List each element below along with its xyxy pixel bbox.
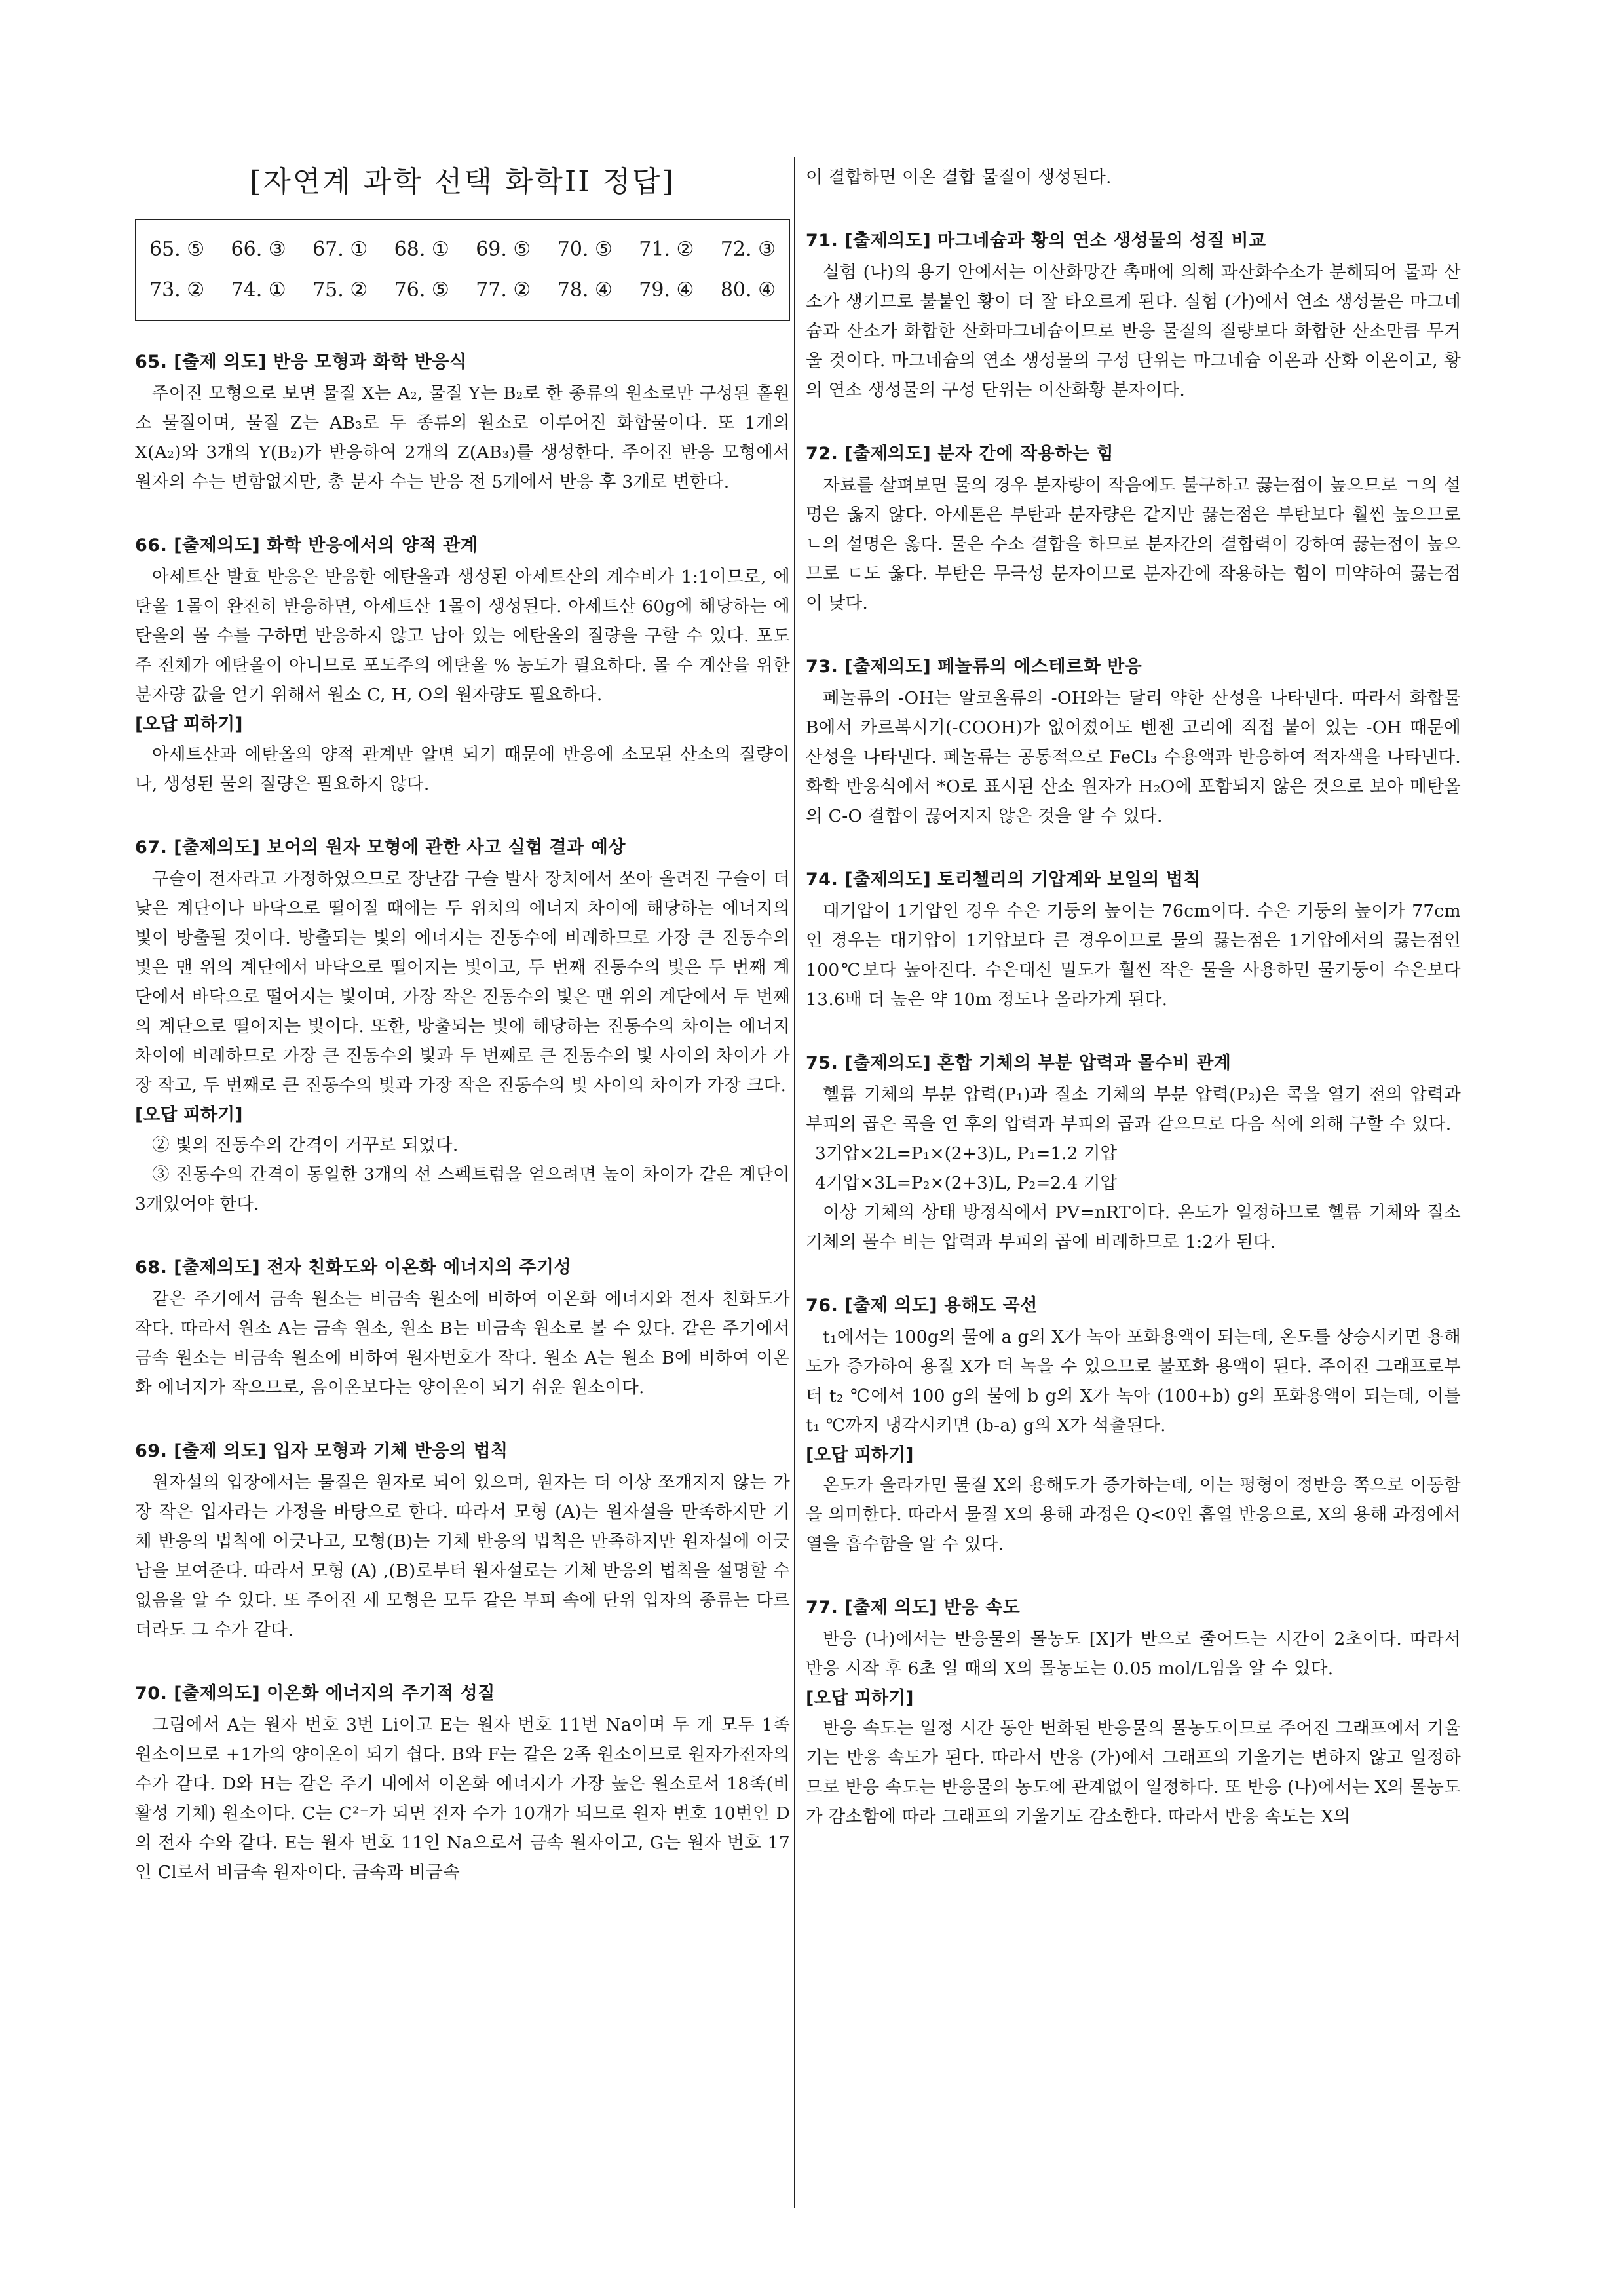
wrong-answer-heading: [오답 피하기] [135, 714, 243, 735]
section-title: 72. [출제의도] 분자 간에 작용하는 힘 [806, 444, 1114, 464]
section-75 [806, 1047, 1461, 1257]
answer-78: 78. ④ [557, 278, 613, 301]
answer-77: 77. ② [476, 278, 531, 301]
answer-80: 80. ④ [720, 278, 776, 301]
answer-68: 68. ① [394, 238, 449, 261]
section-76 [806, 1290, 1461, 1559]
answer-73: 73. ② [149, 278, 205, 301]
section-body: 페놀류의 -OH는 알코올류의 -OH와는 달리 약한 산성을 나타낸다. 따라서 화합물 B에서 카르복시기(-COOH)가 없어졌어도 벤젠 고리에 직접 붙어 있는 -OH 때문에 산성을 나타낸다. 페놀류는 공통적으로 FeCl₃ 수용액과 반응하여 적자색을 나타낸다. 화학 반응식에서 *O로 표시된 산소 원자가 H₂O에 포함되지 않은 것으로 보아 메탄올의 C-O 결합이 끊어지지 않은 것을 알 수 있다. [806, 688, 1461, 826]
section-title: 68. [출제의도] 전자 친화도와 이온화 에너지의 주기성 [135, 1257, 572, 1278]
answer-65: 65. ⑤ [149, 238, 205, 261]
section-title: 66. [출제의도] 화학 반응에서의 양적 관계 [135, 535, 478, 556]
answer-key-box [135, 219, 790, 321]
section-68 [135, 1252, 790, 1402]
wrong-answer-heading: [오답 피하기] [806, 1445, 914, 1465]
section-title: 75. [출제의도] 혼합 기체의 부분 압력과 몰수비 관계 [806, 1053, 1232, 1073]
answer-70: 70. ⑤ [557, 238, 613, 261]
section-title: 74. [출제의도] 토리첼리의 기압계와 보일의 법칙 [806, 870, 1201, 890]
section-body: 이상 기체의 상태 방정식에서 PV=nRT이다. 온도가 일정하므로 헬륨 기체와 질소 기체의 몰수 비는 압력과 부피의 곱에 비례하므로 1:2가 된다. [806, 1202, 1461, 1252]
answer-74: 74. ① [231, 278, 286, 301]
section-body: 구슬이 전자라고 가정하였으므로 장난감 구슬 발사 장치에서 쏘아 올려진 구슬이 더 낮은 계단이나 바닥으로 떨어질 때에는 두 위치의 에너지 차이에 해당하는 에너지의 빛이 방출될 것이다. 방출되는 빛의 에너지는 진동수에 비례하므로 가장 큰 진동수의 빛은 맨 위의 계단에서 바닥으로 떨어지는 빛이고, 두 번째 진동수의 빛은 두 번째 계단에서 바닥으로 떨어지는 빛이며, 가장 작은 진동수의 빛은 맨 위의 계단에서 두 번째의 계단으로 떨어지는 빛이다. 또한, 방출되는 빛에 해당하는 진동수의 차이는 에너지 차이에 비례하므로 가장 큰 진동수의 빛과 두 번째로 큰 진동수의 빛 사이의 차이가 가장 작고, 두 번째로 큰 진동수의 빛과 가장 작은 진동수의 빛 사이의 차이가 가장 크다. [135, 869, 790, 1096]
wrong-answer-heading: [오답 피하기] [806, 1688, 914, 1708]
section-body: 자료를 살펴보면 물의 경우 분자량이 작음에도 불구하고 끓는점이 높으므로 ㄱ의 설명은 옳지 않다. 아세톤은 부탄과 분자량은 같지만 끓는점은 부탄보다 훨씬 높으므로 ㄴ의 설명은 옳다. 물은 수소 결합을 하므로 분자간의 결합력이 강하여 끓는점이 높으므로 ㄷ도 옳다. 부탄은 무극성 분자이므로 분자간에 작용하는 힘이 미약하여 끓는점이 낮다. [806, 475, 1461, 613]
wrong-answer-heading: [오답 피하기] [135, 1105, 243, 1125]
section-65 [135, 346, 790, 497]
section-body: 헬륨 기체의 부분 압력(P₁)과 질소 기체의 부분 압력(P₂)은 콕을 열기 전의 압력과 부피의 곱은 콕을 연 후의 압력과 부피의 곱과 같으므로 다음 식에 의해 구할 수 있다. [806, 1084, 1461, 1134]
answer-69: 69. ⑤ [476, 238, 531, 261]
section-body: 원자설의 입장에서는 물질은 원자로 되어 있으며, 원자는 더 이상 쪼개지지 않는 가장 작은 입자라는 가정을 바탕으로 한다. 따라서 모형 (A)는 원자설을 만족하지만 기체 반응의 법칙에 어긋나고, 모형(B)는 기체 반응의 법칙은 만족하지만 원자설에 어긋남을 보여준다. 따라서 모형 (A) ,(B)로부터 원자설로는 기체 반응의 법칙을 설명할 수 없음을 알 수 있다. 또 주어진 세 모형은 모두 같은 부피 속에 단위 입자의 종류는 다르더라도 그 수가 같다. [135, 1472, 790, 1640]
section-title: 77. [출제 의도] 반응 속도 [806, 1598, 1021, 1618]
section-body: 온도가 올라가면 물질 X의 용해도가 증가하는데, 이는 평형이 정반응 쪽으로 이동함을 의미한다. 따라서 물질 X의 용해 과정은 Q<0인 흡열 반응으로, X의 용해 과정에서 열을 흡수함을 알 수 있다. [806, 1475, 1461, 1554]
section-72 [806, 438, 1461, 618]
formula-helium: 3기압×2L=P₁×(2+3)L, P₁=1.2 기압 [815, 1143, 1118, 1164]
answer-76: 76. ⑤ [394, 278, 449, 301]
section-70 [135, 1677, 790, 1887]
answer-66: 66. ③ [231, 238, 286, 261]
section-body: t₁에서는 100g의 물에 a g의 X가 녹아 포화용액이 되는데, 온도를 상승시키면 용해도가 증가하여 용질 X가 더 녹을 수 있으므로 불포화 용액이 된다. 주어진 그래프로부터 t₂ ℃에서 100 g의 물에 b g의 X가 녹아 (100+b) g의 포화용액이 되는데, 이를 t₁ ℃까지 냉각시키면 (b-a) g의 X가 석출된다. [806, 1327, 1461, 1436]
section-body: ② 빛의 진동수의 간격이 거꾸로 되었다. [152, 1135, 459, 1155]
answer-67: 67. ① [312, 238, 368, 261]
answer-79: 79. ④ [639, 278, 694, 301]
section-74 [806, 864, 1461, 1014]
answer-72: 72. ③ [720, 238, 776, 261]
section-67 [135, 832, 790, 1219]
section-body: 반응 (나)에서는 반응물의 몰농도 [X]가 반으로 줄어드는 시간이 2초이다. 따라서 반응 시작 후 6초 일 때의 X의 몰농도는 0.05 mol/L임을 알 수 있다. [806, 1629, 1461, 1679]
right-column [806, 163, 1461, 1864]
section-title: 73. [출제의도] 페놀류의 에스테르화 반응 [806, 657, 1142, 677]
answer-row-2 [149, 270, 776, 311]
section-body: 아세트산과 에탄올의 양적 관계만 알면 되기 때문에 반응에 소모된 산소의 질량이나, 생성된 물의 질량은 필요하지 않다. [135, 744, 790, 794]
section-body: 반응 속도는 일정 시간 동안 변화된 반응물의 몰농도이므로 주어진 그래프에서 기울기는 반응 속도가 된다. 따라서 반응 (가)에서 그래프의 기울기는 변하지 않고 일정하므로 반응 속도는 반응물의 농도에 관계없이 일정하다. 또 반응 (나)에서는 X의 몰농도가 감소함에 따라 그래프의 기울기도 감소한다. 따라서 반응 속도는 X의 [806, 1718, 1461, 1827]
answer-75: 75. ② [312, 278, 368, 301]
section-body: ③ 진동수의 간격이 동일한 3개의 선 스펙트럼을 얻으려면 높이 차이가 같은 계단이 3개있어야 한다. [135, 1164, 790, 1214]
section-66 [135, 529, 790, 799]
section-body: 그림에서 A는 원자 번호 3번 Li이고 E는 원자 번호 11번 Na이며 두 개 모두 1족 원소이므로 +1가의 양이온이 되기 쉽다. B와 F는 같은 2족 원소이므로 원자가전자의 수가 같다. D와 H는 같은 주기 내에서 이온화 에너지가 가장 높은 원소로서 18족(비활성 기체) 원소이다. C는 C²⁻가 되면 전자 수가 10개가 되므로 원자 번호 10번인 D의 전자 수와 같다. E는 원자 번호 11인 Na으로서 금속 원자이고, G는 원자 번호 17인 Cl로서 비금속 원자이다. 금속과 비금속 [135, 1715, 790, 1883]
section-title: 71. [출제의도] 마그네슘과 황의 연소 생성물의 성질 비교 [806, 231, 1266, 251]
answer-row-1 [149, 229, 776, 270]
section-title: 70. [출제의도] 이온화 에너지의 주기적 성질 [135, 1683, 495, 1704]
section-body: 같은 주기에서 금속 원소는 비금속 원소에 비하여 이온화 에너지와 전자 친화도가 작다. 따라서 원소 A는 금속 원소, 원소 B는 비금속 원소로 볼 수 있다. 같은 주기에서 금속 원소는 비금속 원소에 비하여 원자번호가 작다. 원소 A는 원소 B에 비하여 이온화 에너지가 작으므로, 음이온보다는 양이온이 되기 쉬운 원소이다. [135, 1289, 790, 1398]
section-77 [806, 1592, 1461, 1831]
section-70-continued: 이 결합하면 이온 결합 물질이 생성된다. [806, 167, 1112, 187]
section-69 [135, 1435, 790, 1645]
section-title: 65. [출제 의도] 반응 모형과 화학 반응식 [135, 352, 467, 372]
page-title: [자연계 과학 선택 화학II 정답] [250, 165, 675, 199]
left-column [135, 163, 790, 1920]
section-73 [806, 651, 1461, 831]
section-title: 76. [출제 의도] 용해도 곡선 [806, 1295, 1038, 1316]
section-71 [806, 225, 1461, 405]
section-body: 대기압이 1기압인 경우 수은 기둥의 높이는 76cm이다. 수은 기둥의 높이가 77cm인 경우는 대기압이 1기압보다 큰 경우이므로 물의 끓는점은 1기압에서의 끓는점인 100℃보다 높아진다. 수은대신 밀도가 훨씬 작은 물을 사용하면 물기둥이 수은보다 13.6배 더 높은 약 10m 정도나 올라가게 된다. [806, 901, 1461, 1010]
section-title: 67. [출제의도] 보어의 원자 모형에 관한 사고 실험 결과 예상 [135, 837, 626, 858]
section-body: 아세트산 발효 반응은 반응한 에탄올과 생성된 아세트산의 계수비가 1:1이므로, 에탄올 1몰이 완전히 반응하면, 아세트산 1몰이 생성된다. 아세트산 60g에 해당하는 에탄올의 몰 수를 구하면 반응하지 않고 남아 있는 에탄올의 질량을 구할 수 있다. 포도주 전체가 에탄올이 아니므로 포도주의 에탄올 % 농도가 필요하다. 몰 수 계산을 위한 분자량 값을 얻기 위해서 원소 C, H, O의 원자량도 필요하다. [135, 567, 790, 705]
section-body: 실험 (나)의 용기 안에서는 이산화망간 촉매에 의해 과산화수소가 분해되어 물과 산소가 생기므로 불붙인 황이 더 잘 타오르게 된다. 실험 (가)에서 연소 생성물은 마그네슘과 산소가 화합한 산화마그네슘이므로 반응 물질의 질량보다 화합한 산소만큼 무거울 것이다. 마그네슘의 연소 생성물의 구성 단위는 마그네슘 이온과 산화 이온이고, 황의 연소 생성물의 구성 단위는 이산화황 분자이다. [806, 262, 1461, 400]
column-divider [794, 157, 795, 2208]
answer-71: 71. ② [639, 238, 694, 261]
formula-nitrogen: 4기압×3L=P₂×(2+3)L, P₂=2.4 기압 [815, 1173, 1118, 1193]
section-body: 주어진 모형으로 보면 물질 X는 A₂, 물질 Y는 B₂로 한 종류의 원소로만 구성된 홑원소 물질이며, 물질 Z는 AB₃로 두 종류의 원소로 이루어진 화합물이다. 또 1개의 X(A₂)와 3개의 Y(B₂)가 반응하여 2개의 Z(AB₃)를 생성한다. 주어진 반응 모형에서 원자의 수는 변함없지만, 총 분자 수는 반응 전 5개에서 반응 후 3개로 변한다. [135, 383, 790, 492]
section-title: 69. [출제 의도] 입자 모형과 기체 반응의 법칙 [135, 1441, 508, 1461]
